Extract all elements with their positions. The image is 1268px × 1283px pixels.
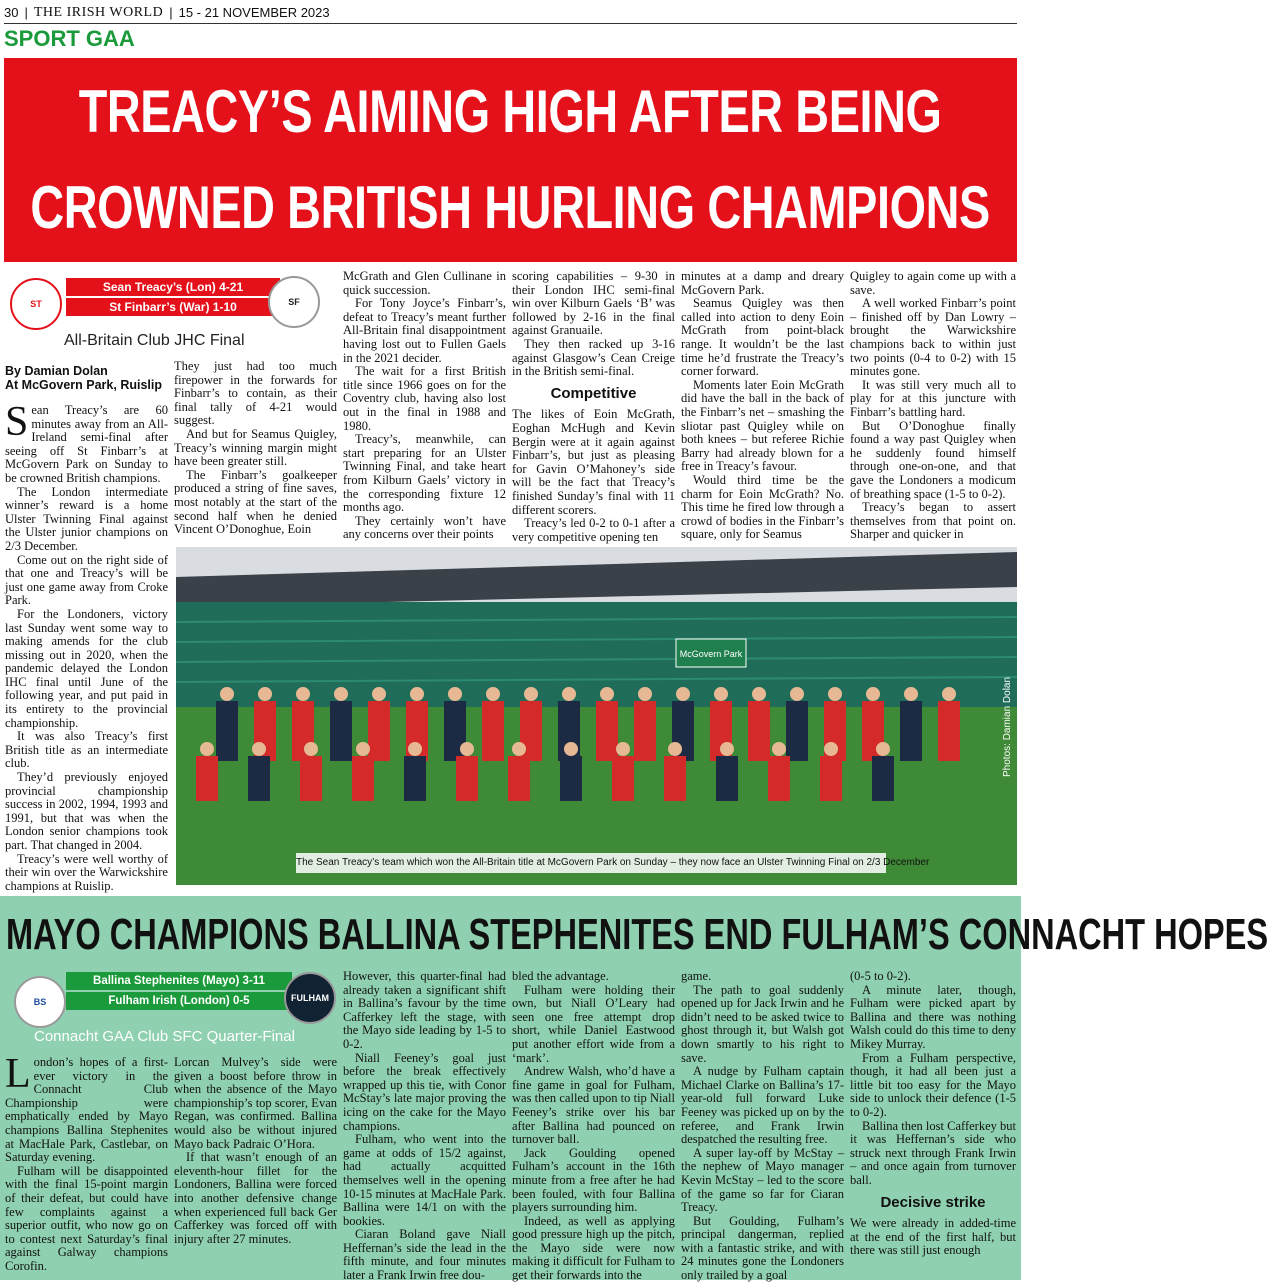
paragraph: minutes at a damp and dreary McGovern Park. [681,269,844,297]
article2-col4 [512,969,675,1283]
paragraph: It was also Treacy’s first British title as an intermediate club. [5,729,168,771]
headline-2: MAYO CHAMPIONS BALLINA STEPHENITES END FULHAM’S CONNACHT HOPES [6,910,1268,959]
byline [5,364,170,392]
paragraph: For Tony Joyce’s Finbarr’s, defeat to Treacy’s meant further All-Britain final disappointment having lost out to Fullen Gaels in the 2021 decider. [343,296,506,365]
paragraph: They just had too much firepower in the forwards for Finbarr’s to contain, as their final tally of 4-21 would suggest. [174,359,337,428]
paragraph: Come out on the right side of that one and Treacy’s will be just one game away from Croke Park. [5,552,168,608]
paragraph: It was still very much all to play for at this juncture with Finbarr’s battling hard. [850,377,1016,419]
paragraph: Ciaran Boland gave Niall Heffernan’s side the lead in the fifth minute, and four minutes later a Frank Irwin free dou- [343,1227,506,1283]
paragraph: They’d previously enjoyed provincial championship success in 2002, 1994, 1993 and 1991, but that was when the London senior champions took part. That changed in 2004. [5,770,168,852]
article2-col1 [5,1051,168,1278]
paragraph: Fulham, who went into the game at odds of 15/2 against, had actually acquitted themselves well in the opening 10-15 minutes at MacHale Park. Ballina were 14/1 on with the bookies. [343,1132,506,1228]
paragraph: For the Londoners, victory last Sunday went some way to making amends for the club missing out in 2020, when the pandemic delayed the London IHC final until June of the following year, and put paid in its entirety to the provincial championship. [5,606,168,730]
paragraph: A nudge by Fulham captain Michael Clarke on Ballina’s 17-year-old full forward Luke Feeney was picked up on by the referee, and Frank Irwin despatched the resulting free. [681,1064,844,1147]
paragraph: Treacy’s, meanwhile, can start preparing for an Ulster Twinning Final, and take heart from Kilburn Gaels’ victory in the corresponding fixture 12 months ago. [343,432,506,515]
paragraph: Sean Treacy’s are 60 minutes away from an All-Ireland semi-final after seeing off St Finbarr’s at McGovern Park on Sunday to be crowned British champions. [5,399,168,485]
paragraph: We were already in added-time at the end of the first half, but there was still just enough [850,1216,1016,1258]
paragraph: And but for Seamus Quigley, Treacy’s winning margin might have been greater still. [174,426,337,469]
publication-name: THE IRISH WORLD [33,4,164,20]
paragraph: Ballina then lost Cafferkey but it was Heffernan’s side who struck next through Frank Irwin – and once again from turnover ball. [850,1118,1016,1187]
headline-line-1: TREACY’S AIMING HIGH AFTER BEING [79,78,942,145]
team-photo [176,547,1017,885]
paragraph: London’s hopes of a first-ever victory in the Connacht Club Championship were emphatically ended by Mayo champions Ballina Stephenites at MacHale Park, Castlebar, on Saturday evening. [5,1051,168,1165]
treacys-crest-icon: ST [10,278,62,330]
paragraph: They certainly won’t have any concerns over their points [343,513,506,542]
score-home: Sean Treacy’s (Lon) 4-21 [66,278,280,296]
article2-col6-bottom [850,1217,1016,1258]
ballina-crest-icon: BS [14,976,66,1028]
article2-col6 [850,970,1016,1278]
paragraph: The wait for a first British title since 1966 goes on for the Coventry club, having also lost out in the final in 1988 and 1980. [343,364,506,433]
paragraph: Lorcan Mulvey’s side were given a boost before throw in when the absence of the Mayo championship’s top scorer, Evan Regan, was confirmed. Ballina would also be without injured Mayo back Padraic O’Hora. [174,1055,337,1151]
photo-caption: The Sean Treacy’s team which won the All-Britain title at McGovern Park on Sunday – they now face an Ulster Twinning Final on 2/3 December [296,853,886,873]
section-label: SPORT GAA [4,26,135,51]
paragraph: Andrew Walsh, who’d have a fine game in goal for Fulham, was then called upon to tip Niall Feeney’s strike over his bar after Ballina had pounced on turnover ball. [512,1064,675,1147]
score2-home: Ballina Stephenites (Mayo) 3-11 [66,972,292,990]
paragraph: Jack Goulding opened Fulham’s account in the 16th minute from a free after he had been fouled, with four Ballina players surrounding him. [512,1145,675,1215]
paragraph: Niall Feeney’s goal just before the break effectively wrapped up this tie, with Conor McStay’s late major proving the icing on the cake for the Mayo champions. [343,1050,506,1133]
paragraph: If that wasn’t enough of an eleventh-hour fillet for the Londoners, Ballina were forced into another defensive change when experienced full back Ger Cafferkey was forced off with injury after 27 minutes. [174,1150,337,1246]
article1-col3 [343,270,506,540]
paragraph: McGrath and Glen Cullinane in quick succession. [343,269,506,297]
article1-subhead: Competitive [550,384,637,402]
masthead [4,2,1017,24]
paragraph: bled the advantage. [512,969,609,983]
article2-col6-top [850,970,1016,1188]
paragraph: Treacy’s were well worthy of their win over the Warwickshire champions at Ruislip. [5,851,168,893]
paragraph: Would third time be the charm for Eoin McGrath? No. This time he fired low through a crowd of bodies in the Finbarr’s square, only for Seamus [681,472,844,542]
team-photo-illustration [176,547,1017,885]
headline-banner [4,58,1017,262]
stadium-sign: McGovern Park [679,649,743,659]
article1-col5 [681,270,844,540]
score-away: St Finbarr’s (War) 1-10 [66,298,280,316]
byline-location: At McGovern Park, Ruislip [5,378,162,392]
article1-col2 [174,360,337,540]
photo-credit: Photos: Damian Dolan [1002,676,1013,777]
paragraph: But Goulding, Fulham’s principal dangerman, replied with a fantastic strike, and with 24 minutes gone the Londoners only trailed by a goal [681,1213,844,1283]
headline-line-2: CROWNED BRITISH HURLING CHAMPIONS [30,174,991,241]
article2-col2 [174,1056,337,1278]
separator: | [24,5,28,20]
paragraph: However, this quarter-final had already taken a significant shift in Ballina’s favour by the time Cafferkey left the stage, with the Mayo side leading by 1-5 to 0-2. [343,969,506,1051]
byline-author: By Damian Dolan [5,364,108,378]
article2-col5 [681,969,844,1283]
article1-col4-bottom [512,408,675,544]
page-number: 30 [4,5,19,20]
paragraph: Treacy’s led 0-2 to 0-1 after a very competitive opening ten [512,516,675,544]
article2-subhead: Decisive strike [880,1193,986,1211]
paragraph: The path to goal suddenly opened up for Jack Irwin and he didn’t need to be asked twice to ghost through it, but Walsh got down smartly to his right to save. [681,982,844,1065]
competition-label-2: Connacht GAA Club SFC Quarter-Final [34,1028,295,1045]
competition-label: All-Britain Club JHC Final [64,332,245,349]
separator: | [169,5,173,20]
article1-col6 [850,270,1016,540]
paragraph: The London intermediate winner’s reward is a home Ulster Twinning Final against the Ulster junior champions on 2/3 December. [5,484,168,553]
paragraph: (0-5 to 0-2). [850,969,911,983]
paragraph: They then racked up 3-16 against Glasgow’s Cean Creige in the British semi-final. [512,336,675,379]
paragraph: The likes of Eoin McGrath, Eoghan McHugh and Kevin Bergin were at it again against Finbarr’s, but just as pleasing for Gavin O’Mahoney’s side will be the fact that Treacy’s finished Sunday’s final with 11 different scorers. [512,407,675,517]
article1-col4 [512,269,675,544]
paragraph: Seamus Quigley was then called into action to deny Eoin McGrath from point-black range. It wouldn’t be the last time he’d frustrate the Treacy’s corner forward. [681,296,844,379]
paragraph: A minute later, though, Fulham were picked apart by Ballina and there was nothing Walsh could do this time to deny Mikey Murray. [850,982,1016,1051]
finbarrs-crest-icon: SF [268,276,320,328]
paragraph: scoring capabilities – 9-30 in their London IHC semi-final win over Kilburn Gaels ‘B’ was followed by 2-16 in the final against Granuaile. [512,269,675,338]
paragraph: A well worked Finbarr’s point – finished off by Dan Lowry – brought the Warwickshire champions back to within just two points (0-4 to 0-2) with 15 minutes gone. [850,296,1016,379]
paragraph: The Finbarr’s goalkeeper produced a string of fine saves, most notably at the start of the second half when he denied Vincent O’Donoghue, Eoin [174,467,337,537]
fulham-crest-icon: FULHAM [284,972,336,1024]
paragraph: From a Fulham perspective, though, it had all been just a little bit too easy for the Mayo side to unlock their defence (1-5 to 0-2). [850,1050,1016,1119]
paragraph: Moments later Eoin McGrath did have the ball in the back of the Finbarr’s net – smashing the sliotar past Quigley while on both knees – but referee Richie Barry had already blown for a free in Treacy’s favour. [681,377,844,474]
paragraph: game. [681,969,712,983]
score2-away: Fulham Irish (London) 0-5 [66,992,292,1010]
article2-col3 [343,969,506,1283]
second-story [0,896,1268,1283]
article1-col4-top [512,270,675,379]
paragraph: A super lay-off by McStay – the nephew of Mayo manager Kevin McStay – led to the score of the game so far for Ciaran Treacy. [681,1145,844,1215]
paragraph: Quigley to again come up with a save. [850,269,1016,297]
article1-col1 [5,399,168,893]
issue-date: 15 - 21 NOVEMBER 2023 [178,5,330,20]
paragraph: Fulham were holding their own, but Niall O’Leary had seen one free attempt drop short, while Daniel Eastwood put another effort wide from a ‘mark’. [512,982,675,1065]
paragraph: Treacy’s began to assert themselves from that point on. Sharper and quicker in [850,500,1016,542]
paragraph: But O’Donoghue finally found a way past Quigley when he suddenly found himself through one-on-one, and that gave the Londoners a modicum of breathing space (1-5 to 0-2). [850,418,1016,501]
paragraph: Fulham will be disappointed with the final 15-point margin of their defeat, but could have few complaints against a superior outfit, who now go on to contest next Saturday’s final against Galway champions Corofin. [5,1163,168,1273]
paragraph: Indeed, as well as applying good pressure high up the pitch, the Mayo side were now making it difficult for Fulham to get their forwards into the [512,1213,675,1283]
